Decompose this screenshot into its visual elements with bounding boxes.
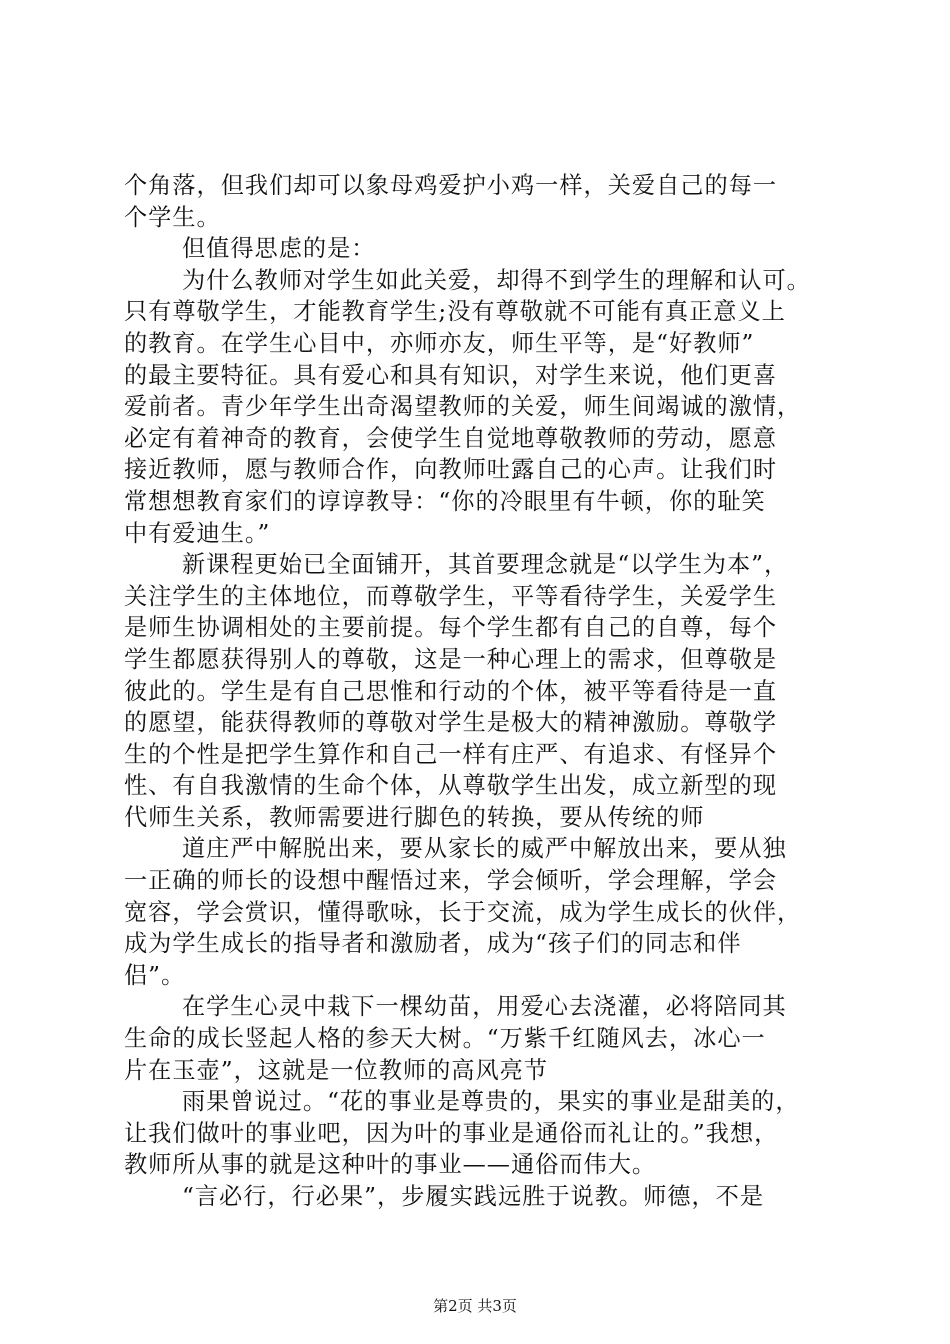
text-line: 的教育。在学生心目中，亦师亦友，师生平等，是“好教师”: [124, 329, 755, 357]
text-line: 道庄严中解脱出来，要从家长的威严中解放出来，要从独: [182, 835, 787, 863]
text-line: 常想想教育家们的谆谆教导：“你的冷眼里有牛顿，你的耻笑: [124, 487, 766, 515]
text-line: 在学生心灵中栽下一棵幼苗，用爱心去浇灌，必将陪同其: [182, 993, 787, 1021]
text-line: 接近教师，愿与教师合作，向教师吐露自己的心声。让我们时: [124, 456, 778, 484]
text-line: 侣”。: [124, 961, 186, 989]
text-line: 生命的成长竖起人格的参天大树。“万紫千红随风去，冰心一: [124, 1025, 766, 1053]
page-number-label: 第2页 共3页: [433, 1297, 517, 1315]
text-line: 是师生协调相处的主要前提。每个学生都有自己的自尊，每个: [124, 614, 778, 642]
text-line: 宽容，学会赏识，懂得歌咏，长于交流，成为学生成长的伙伴，: [124, 898, 802, 926]
text-line: 片在玉壶”，这就是一位教师的高风亮节: [124, 1056, 549, 1084]
text-line: 必定有着神奇的教育，会使学生自觉地尊敬教师的劳动，愿意: [124, 424, 778, 452]
text-line: 为什么教师对学生如此关爱，却得不到学生的理解和认可。: [182, 266, 811, 294]
text-line: 雨果曾说过。“花的事业是尊贵的，果实的事业是甜美的，: [182, 1088, 800, 1116]
text-line: 成为学生成长的指导者和激励者，成为“孩子们的同志和伴: [124, 930, 742, 958]
text-line: 代师生关系，教师需要进行脚色的转换，要从传统的师: [124, 803, 705, 831]
text-line: 彼此的。学生是有自己思惟和行动的个体，被平等看待是一直: [124, 677, 778, 705]
document-body: [124, 170, 836, 1213]
text-line: 新课程更始已全面铺开，其首要理念就是“以学生为本”，: [182, 551, 789, 579]
text-line: 个学生。: [124, 203, 221, 231]
text-line: 性、有自我激情的生命个体，从尊敬学生出发，成立新型的现: [124, 772, 778, 800]
text-line: 教师所从事的就是这种叶的事业——通俗而伟大。: [124, 1151, 657, 1179]
text-line: 个角落，但我们却可以象母鸡爱护小鸡一样，关爱自己的每一: [124, 172, 778, 199]
text-line: 学生都愿获得别人的尊敬，这是一种心理上的需求，但尊敬是: [124, 645, 778, 673]
text-line: 但值得思虑的是：: [182, 235, 376, 263]
text-line: 爱前者。青少年学生出奇渴望教师的关爱，师生间竭诚的激情，: [124, 393, 802, 421]
text-line: 关注学生的主体地位，而尊敬学生，平等看待学生，关爱学生: [124, 582, 778, 610]
text-line: 生的个性是把学生算作和自己一样有庄严、有追求、有怪异个: [124, 740, 778, 768]
page-footer: [0, 1296, 950, 1316]
text-line: 只有尊敬学生，才能教育学生;没有尊敬就不可能有真正意义上: [124, 298, 786, 326]
text-line: 的愿望，能获得教师的尊敬对学生是极大的精神激励。尊敬学: [124, 709, 778, 737]
text-line: “言必行，行必果”，步履实践远胜于说教。师德，不是: [182, 1183, 765, 1210]
text-line: 的最主要特征。具有爱心和具有知识，对学生来说，他们更喜: [124, 361, 778, 389]
text-line: 一正确的师长的设想中醒悟过来，学会倾听，学会理解，学会: [124, 867, 778, 895]
text-line: 中有爱迪生。”: [124, 519, 271, 547]
text-line: 让我们做叶的事业吧，因为叶的事业是通俗而礼让的。”我想，: [124, 1119, 779, 1147]
